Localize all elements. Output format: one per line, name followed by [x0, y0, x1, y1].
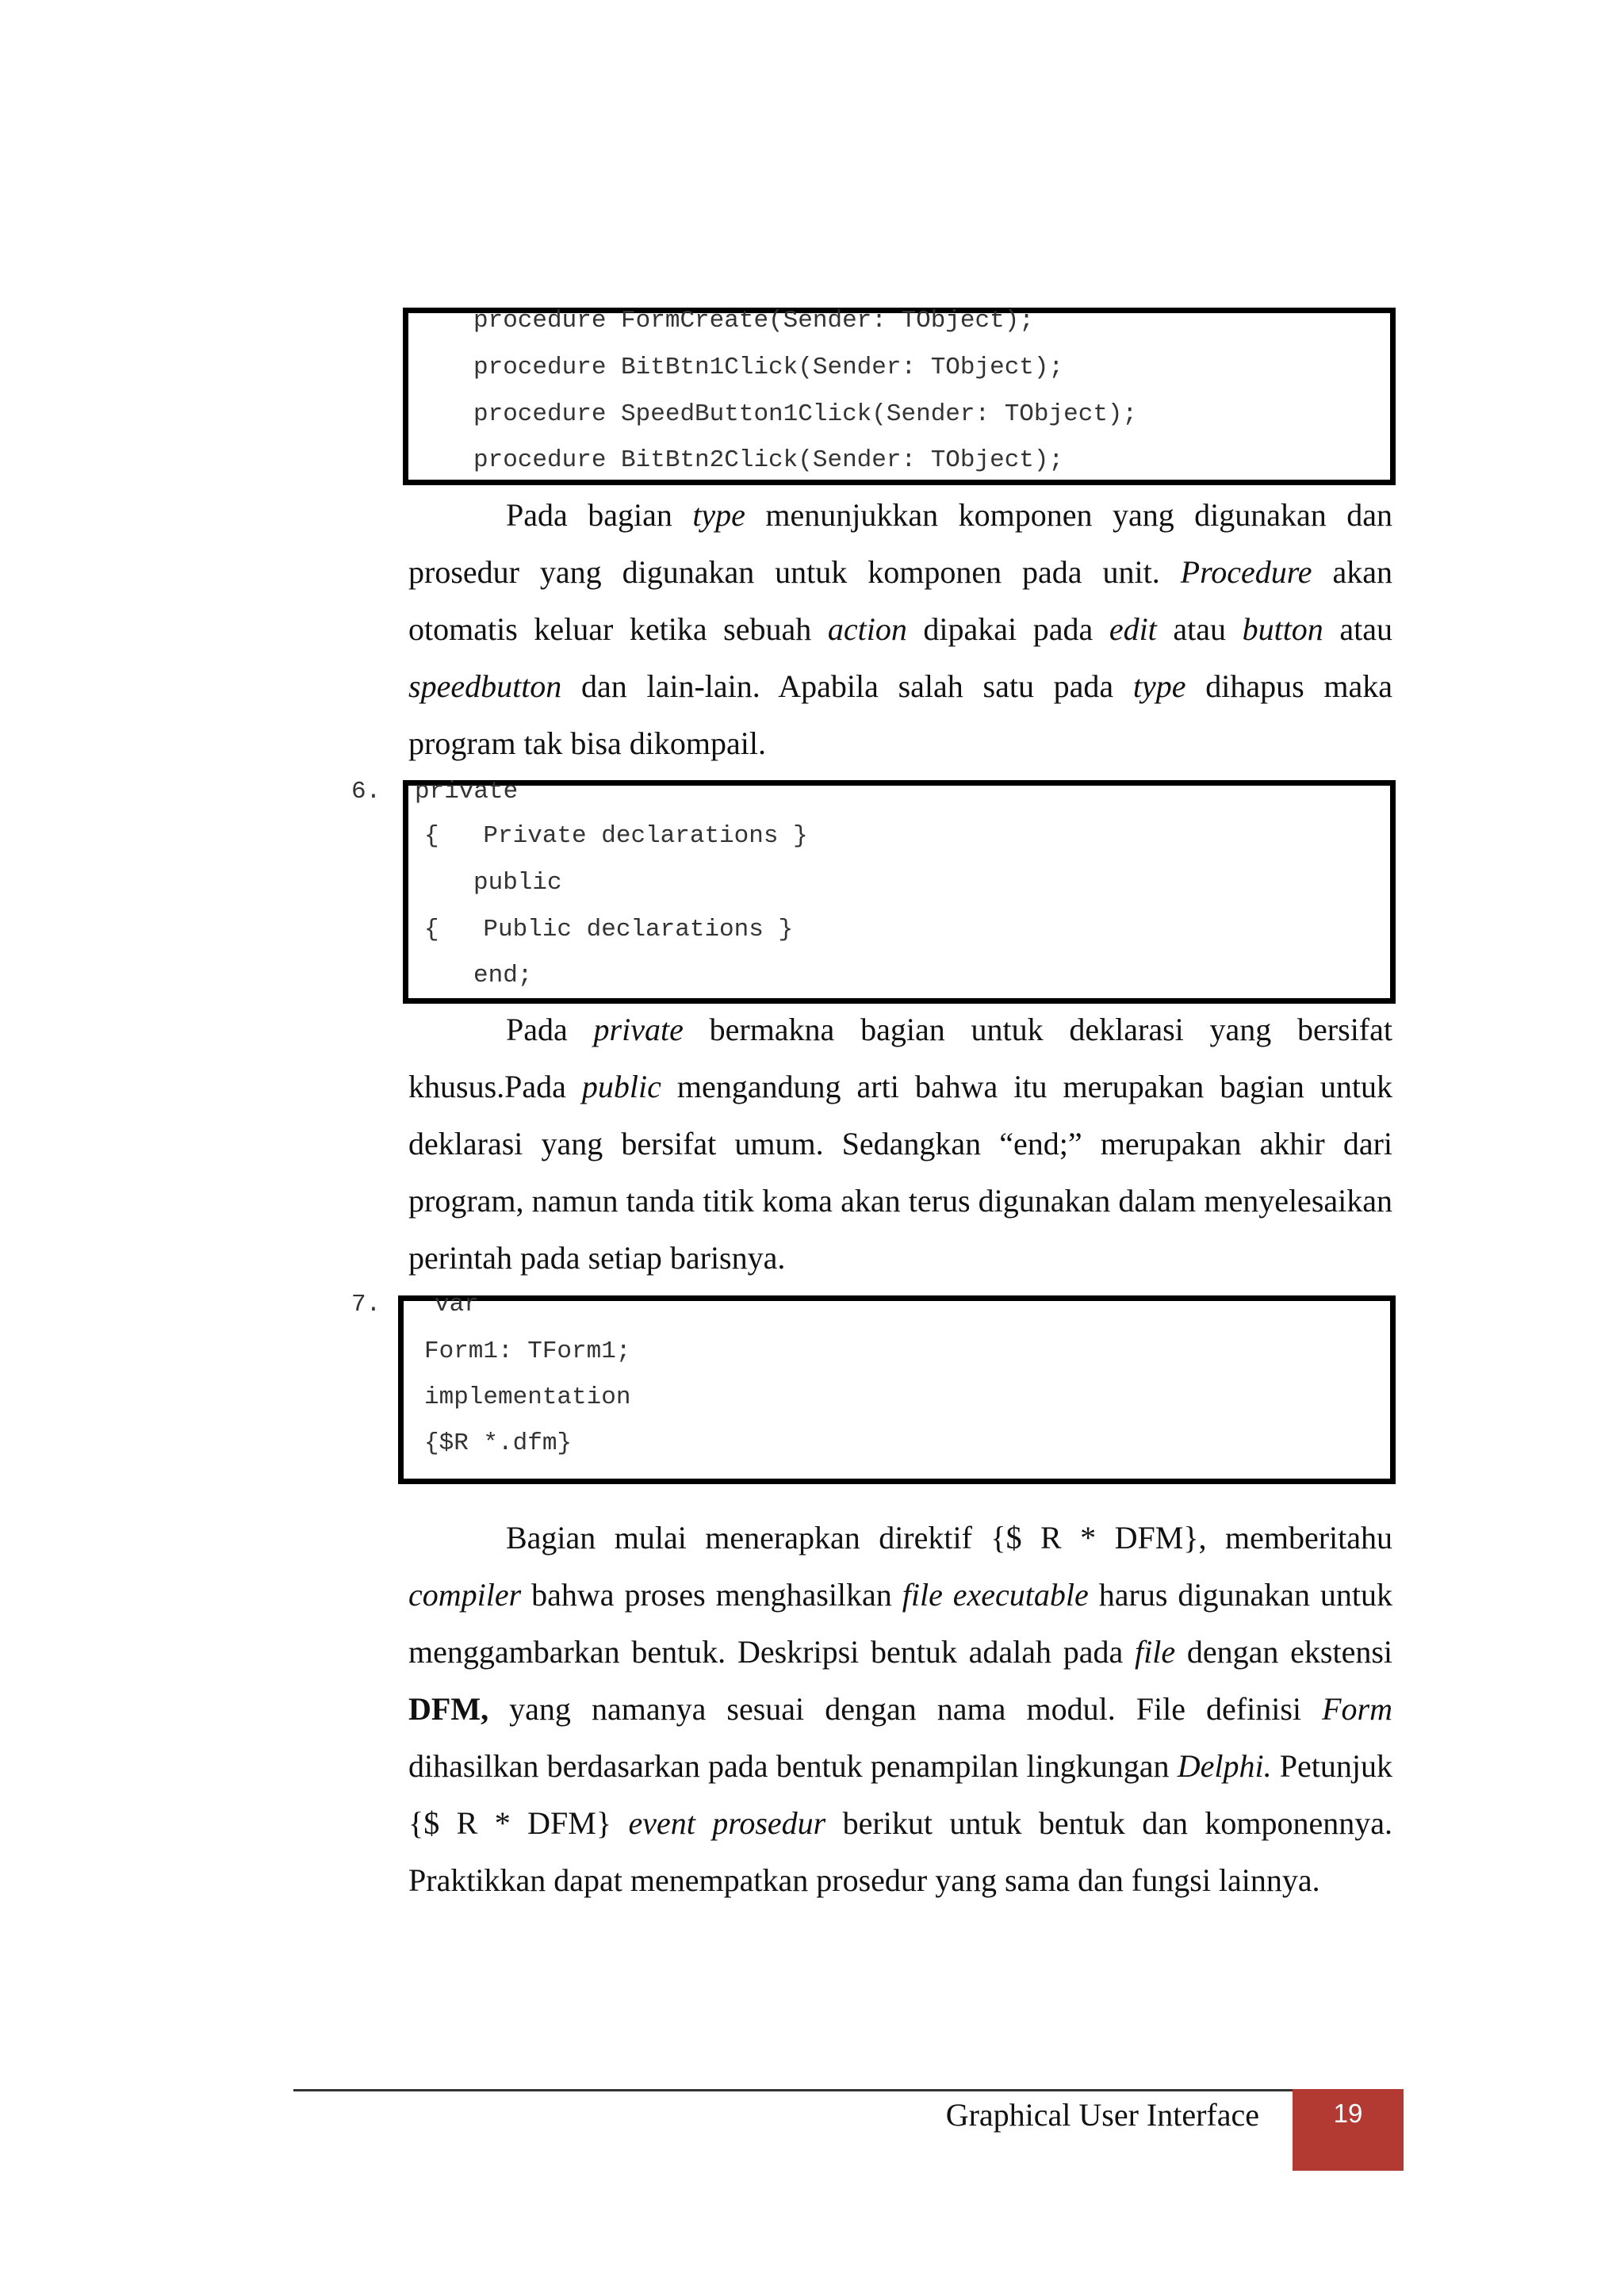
text-run: button [1242, 611, 1323, 647]
page-number-badge: 19 [1293, 2089, 1404, 2171]
code-line: procedure BitBtn1Click(Sender: TObject); [473, 354, 1064, 381]
text-run: private [593, 1012, 684, 1047]
text-run: speedbutton [408, 668, 562, 704]
text-run: Pada bagian [506, 497, 693, 533]
text-run: Pada [506, 1012, 594, 1047]
code-line: Form1: TForm1; [424, 1337, 631, 1365]
text-run: dipakai pada [906, 611, 1109, 647]
list-number: 7. [351, 1291, 381, 1318]
code-line: procedure BitBtn2Click(Sender: TObject); [473, 446, 1064, 474]
text-run: dan lain-lain. Apabila salah satu pada [561, 668, 1133, 704]
text-run: type [1132, 668, 1186, 704]
text-run: berikut untuk bentuk dan komponennya. Praktikkan dapat menempatkan prosedur yang sama dan fungsi lainnya. [408, 1805, 1392, 1898]
text-run: action [827, 611, 907, 647]
text-run: bahwa proses menghasilkan [521, 1577, 902, 1613]
text-run: atau [1323, 611, 1393, 647]
text-run: Petunjuk {$ R * DFM} [408, 1748, 1393, 1841]
list-number: 6. [351, 778, 381, 806]
code-line: {$R *.dfm} [424, 1429, 573, 1457]
code-line: { Public declarations } [424, 916, 794, 943]
text-run: public [581, 1069, 661, 1104]
text-run: Delphi. [1177, 1748, 1272, 1784]
code-line: public [473, 869, 562, 897]
code-line: end; [473, 962, 533, 989]
text-run: event prosedur [628, 1805, 826, 1841]
text-run: dengan ekstensi [1175, 1634, 1393, 1670]
text-run: file executable [902, 1577, 1089, 1613]
text-run: Form [1322, 1691, 1392, 1727]
code-line: procedure SpeedButton1Click(Sender: TObject); [473, 400, 1138, 428]
code-line: implementation [424, 1383, 631, 1411]
text-run: yang namanya sesuai dengan nama modul. File definisi [488, 1691, 1323, 1727]
text-run: dihasilkan berdasarkan pada bentuk penampilan lingkungan [408, 1748, 1178, 1784]
text-run: akan otomatis keluar ketika sebuah [408, 554, 1392, 647]
code-line: procedure FormCreate(Sender: TObject); [473, 307, 1034, 335]
paragraph-1 [408, 487, 1392, 772]
paragraph-3 [408, 1510, 1392, 1909]
text-run: harus digunakan untuk menggambarkan bentuk. Deskripsi bentuk adalah pada [408, 1577, 1393, 1670]
text-run: file [1135, 1634, 1176, 1670]
paragraph-2 [408, 1001, 1392, 1287]
code-line: { Private declarations } [424, 822, 808, 850]
text-run: type [692, 497, 745, 533]
text-run: menunjukkan komponen yang digunakan dan prosedur yang digunakan untuk komponen pada unit. [408, 497, 1393, 590]
text-run: DFM, [408, 1691, 489, 1727]
text-run: Bagian mulai menerapkan direktif {$ R * DFM}, memberitahu [506, 1520, 1392, 1556]
text-run: edit [1109, 611, 1157, 647]
text-run: dihapus maka program tak bisa dikompail. [408, 668, 1392, 761]
code-line: private [415, 778, 519, 806]
footer-title: Graphical User Interface [945, 2097, 1259, 2133]
text-run: bermakna bagian untuk deklarasi yang bersifat khusus.Pada [408, 1012, 1392, 1104]
text-run: compiler [408, 1577, 522, 1613]
code-line: var [435, 1291, 479, 1318]
text-run: atau [1156, 611, 1243, 647]
text-run: mengandung arti bahwa itu merupakan bagian untuk deklarasi yang bersifat umum. Sedangkan “end;” merupakan akhir dari program, namun tanda titik koma akan terus digunakan dalam menyelesaikan perintah pada setiap barisnya. [408, 1069, 1392, 1276]
text-run: Procedure [1180, 554, 1312, 590]
